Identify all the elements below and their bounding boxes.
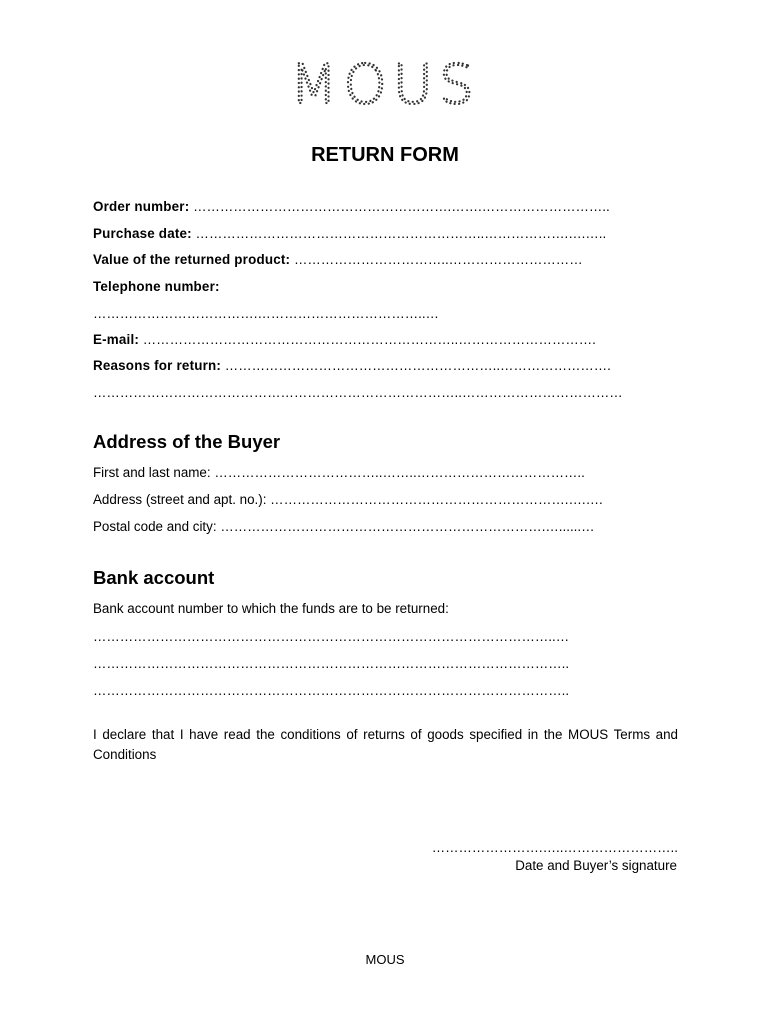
buyer-postal-label: Postal code and city: — [93, 519, 217, 534]
reasons-dots: ……………………………………………………..……………………. — [224, 358, 611, 373]
order-number-dots: ………………………………………………….…….……………………….. — [193, 199, 610, 214]
order-number-label: Order number: — [93, 199, 190, 214]
returned-value-field[interactable] — [93, 251, 678, 269]
telephone-dots: ……………………………….………………………………..… — [93, 306, 439, 321]
purchase-date-field[interactable] — [93, 225, 678, 243]
telephone-field — [93, 278, 678, 296]
reasons-continuation-dots: ………………………………………………………………………..……………………………… — [93, 385, 623, 400]
mous-logo — [285, 58, 485, 108]
bank-account-line-3[interactable]: …………………………………………………………………………………………….. — [93, 683, 570, 698]
buyer-address-label: Address (street and apt. no.): — [93, 492, 267, 507]
returned-value-label: Value of the returned product: — [93, 252, 291, 267]
email-field[interactable] — [93, 331, 678, 349]
returned-value-dots: ……………………………..………………………… — [293, 252, 583, 267]
reasons-field[interactable] — [93, 357, 678, 375]
reasons-continuation-line[interactable] — [93, 384, 678, 402]
buyer-postal-field[interactable] — [93, 518, 678, 536]
order-number-field[interactable] — [93, 198, 678, 216]
email-dots: ……………………………………………………………..…………………………. — [142, 332, 596, 347]
telephone-input-line[interactable] — [93, 305, 678, 323]
buyer-name-dots: ………………………………..……..……………………………….. — [214, 465, 585, 480]
telephone-label: Telephone number: — [93, 279, 220, 294]
buyer-address-dots: ………………………………………………………….….…. — [270, 492, 603, 507]
form-title: RETURN FORM — [311, 144, 459, 166]
buyer-name-field[interactable] — [93, 464, 678, 482]
signature-caption: Date and Buyer’s signature — [515, 858, 677, 873]
buyer-postal-dots: ……………………………………………………………….…......… — [220, 519, 595, 534]
buyer-address-heading: Address of the Buyer — [93, 431, 281, 452]
bank-account-line-1[interactable]: …………………………………………………………………………………………..… — [93, 629, 570, 644]
bank-account-prompt: Bank account number to which the funds are to be returned: — [93, 601, 449, 616]
email-label: E-mail: — [93, 332, 140, 347]
signature-line[interactable]: …………………….…..…………………….. — [431, 840, 678, 855]
declaration-text: I declare that I have read the conditions of returns of goods specified in the MOUS Terms and Conditions — [93, 727, 678, 762]
buyer-name-label: First and last name: — [93, 465, 211, 480]
bank-account-line-2[interactable]: …………………………………………………………………………………………….. — [93, 656, 570, 671]
mous-logo-text: MOUS — [290, 58, 480, 108]
purchase-date-dots: ………………………………………………………..……………….….….. — [195, 226, 607, 241]
purchase-date-label: Purchase date: — [93, 226, 192, 241]
footer-brand: MOUS — [365, 952, 405, 967]
reasons-label: Reasons for return: — [93, 358, 222, 373]
buyer-address-field[interactable] — [93, 491, 678, 509]
bank-account-heading: Bank account — [93, 567, 215, 588]
